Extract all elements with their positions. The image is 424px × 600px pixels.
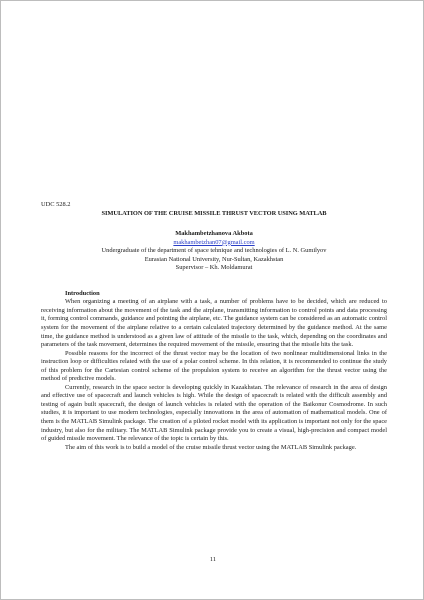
paper-content bbox=[41, 201, 387, 452]
paper-title: SIMULATION OF THE CRUISE MISSILE THRUST VECTOR USING MATLAB bbox=[101, 209, 327, 217]
affiliation-line-1: Undergraduate of the department of space tehnique and technologies of L. N. Gumilyov bbox=[101, 247, 327, 255]
body-paragraph: The aim of this work is to build a model of the cruise missile thrust vector using the MATLAB Simulink package. bbox=[65, 443, 357, 451]
body-paragraph: When organizing a meeting of an airplane with a task, a number of problems have to be decided, which are reduced to receiving information about the movement of the task and the airplane, transmitting information to control points and data processing it, forming control commands, guidance and pointing the airplane, etc. The guidance system can be considered as an automatic control system for the movement of the airplane relative to a certain calculated trajectory determined by the guidance method. At the same time, the guidance method is understood as a given law of attitude of the missile to the task, which, depending on the coordinates and parameters of the task movement, determines the required movement of the missile, ensuring that the missile hits the task. bbox=[41, 298, 387, 349]
body-paragraph: Possible reasons for the incorrect of the thrust vector may be the location of two nonlinear multidimensional links in the instruction loop or difficulties related with the use of a polar control scheme. In this relation, it is recommended to continue the study of this problem for the Cartesian control scheme of the propulsion system to receive an algorithm for the thrust vector using the method of predictive models. bbox=[41, 349, 387, 383]
page-number: 11 bbox=[209, 556, 217, 563]
author-email-link[interactable]: makhambetzhan07@gmail.com bbox=[173, 238, 255, 246]
body-paragraph: Currently, research in the space sector is developing quickly in Kazakhstan. The relevance of research in the area of design and effective use of spacecraft and launch vehicles is high. While the design of spacecraft is related with the difficult assembly and testing of again built spacecraft, the design of launch vehicles is related with the operation of the Baikonur Cosmodrome. In such studies, it is important to use modern technologies, especially innovations in the area of automation of mathematical models. One of them is the MATLAB Simulink package. The creation of a piloted rocket model with its application is important not only for the space industry, but also for the military. The MATLAB Simulink package provide you to create a visual, high-precision and compact model of guided missile movement. The relevance of the topic is certain by this. bbox=[41, 383, 387, 443]
section-heading-introduction: Introduction bbox=[65, 289, 100, 297]
spacer bbox=[41, 218, 387, 230]
affiliation-line-2: Eurasian National University, Nur-Sultan, Kazakhstan bbox=[144, 255, 284, 263]
supervisor-line: Supervisor – Kh. Moldamurat bbox=[175, 264, 253, 272]
udc-code: UDC 528.2 bbox=[41, 201, 71, 208]
author-name: Makhambetzhanova Akbota bbox=[175, 230, 253, 238]
spacer bbox=[41, 273, 387, 290]
